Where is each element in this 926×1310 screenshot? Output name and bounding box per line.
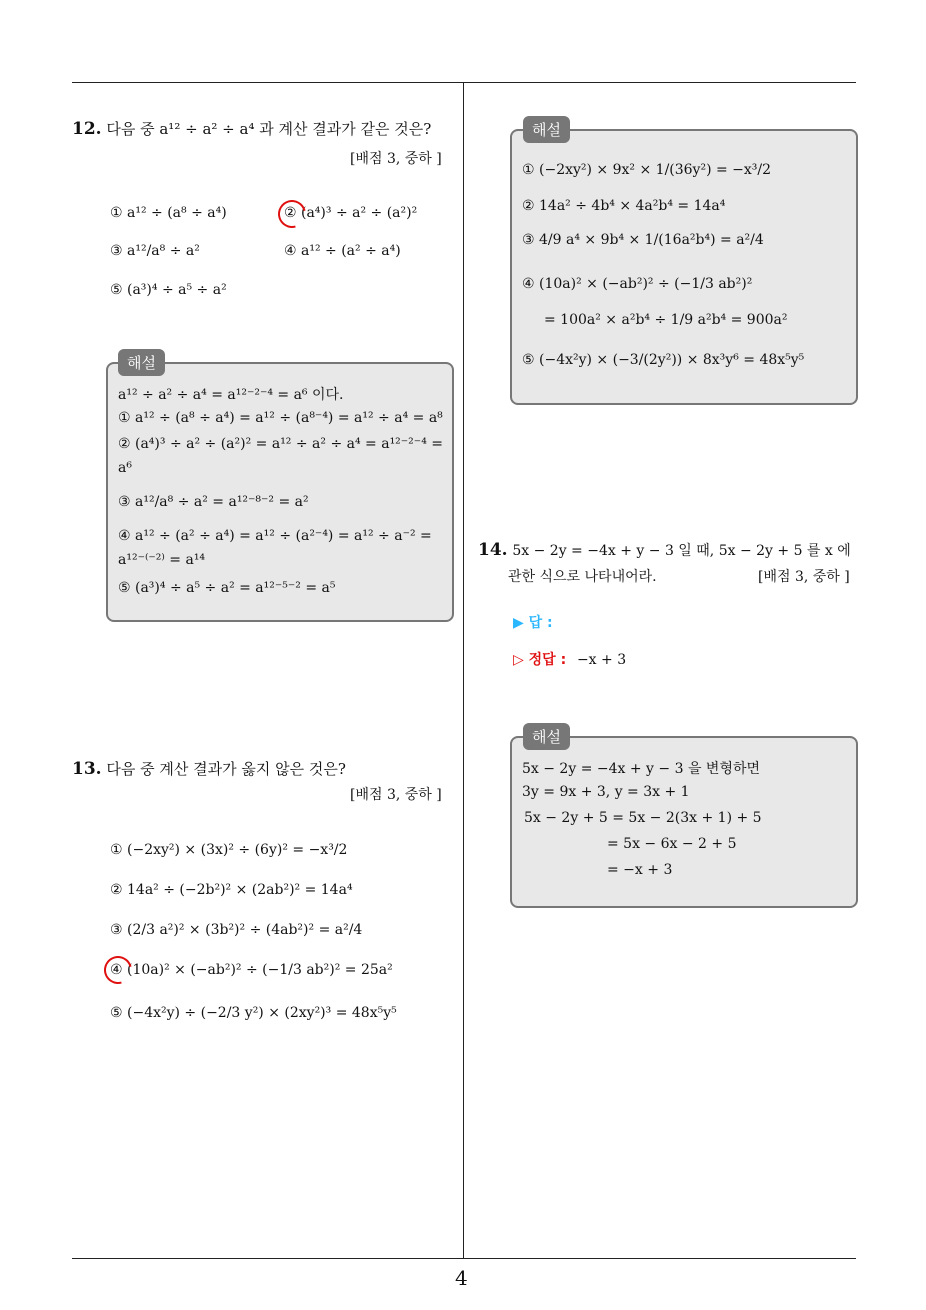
q12-sol-line-5: ③ a¹²/a⁸ ÷ a² = a¹²⁻⁸⁻² = a²	[118, 494, 309, 510]
q12-sol-line-6: ④ a¹² ÷ (a² ÷ a⁴) = a¹² ÷ (a²⁻⁴) = a¹² ÷ a⁻² =	[118, 528, 432, 544]
q14-correct-label: ▷ 정답 :	[513, 652, 567, 668]
q13-number: 13.	[72, 759, 102, 779]
q12-selected-mark	[273, 195, 311, 233]
q13-choice-3[interactable]: ③ (2/3 a²)² × (3b²)² ÷ (4ab²)² = a²/4	[110, 922, 363, 938]
q14-sol-line-4: = 5x − 6x − 2 + 5	[607, 836, 737, 852]
q14-header	[478, 540, 851, 560]
q12-sol-line-4: a⁶	[118, 460, 132, 476]
page-number: 4	[455, 1266, 468, 1290]
q13-sol-line-3: ③ 4/9 a⁴ × 9b⁴ × 1/(16a²b⁴) = a²/4	[522, 232, 764, 248]
q13-sol-line-6: ⑤ (−4x²y) × (−3/(2y²)) × 8x³y⁶ = 48x⁵y⁵	[522, 352, 805, 368]
q14-sol-line-1: 5x − 2y = −4x + y − 3 을 변형하면	[522, 761, 761, 777]
q13-sol-line-5: = 100a² × a²b⁴ ÷ 1/9 a²b⁴ = 900a²	[544, 312, 788, 328]
q14-text-line-1: 5x − 2y = −4x + y − 3 일 때, 5x − 2y + 5 를 x 에	[512, 543, 851, 559]
q13-header	[72, 758, 346, 779]
q12-sol-line-8: ⑤ (a³)⁴ ÷ a⁵ ÷ a² = a¹²⁻⁵⁻² = a⁵	[118, 580, 336, 596]
q13-meta: [배점 3, 중하 ]	[350, 787, 442, 803]
q14-text-line-2: 관한 식으로 나타내어라.	[508, 569, 657, 585]
q12-sol-line-1: a¹² ÷ a² ÷ a⁴ = a¹²⁻²⁻⁴ = a⁶ 이다.	[118, 387, 344, 403]
q14-answer-label: ▶ 답 :	[513, 615, 553, 631]
q14-sol-line-5: = −x + 3	[607, 862, 673, 878]
bottom-rule	[72, 1258, 856, 1259]
q13-sol-line-2: ② 14a² ÷ 4b⁴ × 4a²b⁴ = 14a⁴	[522, 198, 726, 214]
q12-header	[72, 118, 431, 139]
q13-sol-line-4: ④ (10a)² × (−ab²)² ÷ (−1/3 ab²)²	[522, 276, 753, 292]
q14-sol-line-2: 3y = 9x + 3, y = 3x + 1	[522, 784, 690, 800]
q13-choice-1[interactable]: ① (−2xy²) × (3x)² ÷ (6y)² = −x³/2	[110, 842, 348, 858]
q14-correct-value: −x + 3	[576, 652, 627, 668]
top-rule	[72, 82, 856, 83]
q13-selected-mark	[99, 951, 137, 989]
q13-choice-2[interactable]: ② 14a² ÷ (−2b²)² × (2ab²)² = 14a⁴	[110, 882, 353, 898]
q13-choice-4[interactable]: ④ (10a)² × (−ab²)² ÷ (−1/3 ab²)² = 25a²	[110, 962, 393, 978]
q12-choice-5[interactable]: ⑤ (a³)⁴ ÷ a⁵ ÷ a²	[110, 282, 227, 298]
column-divider	[463, 83, 464, 1258]
q12-text: 다음 중 a¹² ÷ a² ÷ a⁴ 과 계산 결과가 같은 것은?	[106, 120, 432, 138]
q14-sol-line-3: 5x − 2y + 5 = 5x − 2(3x + 1) + 5	[524, 810, 762, 826]
q12-choice-1[interactable]: ① a¹² ÷ (a⁸ ÷ a⁴)	[110, 205, 227, 221]
q13-solution-tag: 해설	[523, 116, 570, 143]
q12-number: 12.	[72, 119, 102, 139]
q14-number: 14.	[478, 540, 508, 560]
q12-choice-2[interactable]: ② (a⁴)³ ÷ a² ÷ (a²)²	[284, 205, 418, 221]
q14-solution-tag: 해설	[523, 723, 570, 750]
q13-choice-5[interactable]: ⑤ (−4x²y) ÷ (−2/3 y²) × (2xy²)³ = 48x⁵y⁵	[110, 1005, 397, 1021]
q14-meta: [배점 3, 중하 ]	[758, 569, 850, 585]
q13-text: 다음 중 계산 결과가 옳지 않은 것은?	[106, 760, 346, 778]
q14-correct-row	[513, 649, 626, 669]
q12-meta: [배점 3, 중하 ]	[350, 151, 442, 167]
q13-sol-line-1: ① (−2xy²) × 9x² × 1/(36y²) = −x³/2	[522, 162, 772, 178]
q12-solution-tag: 해설	[118, 349, 165, 376]
q12-choice-3[interactable]: ③ a¹²/a⁸ ÷ a²	[110, 243, 200, 259]
q12-sol-line-3: ② (a⁴)³ ÷ a² ÷ (a²)² = a¹² ÷ a² ÷ a⁴ = a¹²⁻²⁻⁴ =	[118, 436, 443, 452]
q12-sol-line-7: a¹²⁻⁽⁻²⁾ = a¹⁴	[118, 552, 206, 568]
q12-choice-4[interactable]: ④ a¹² ÷ (a² ÷ a⁴)	[284, 243, 401, 259]
q12-sol-line-2: ① a¹² ÷ (a⁸ ÷ a⁴) = a¹² ÷ (a⁸⁻⁴) = a¹² ÷ a⁴ = a⁸	[118, 410, 443, 426]
